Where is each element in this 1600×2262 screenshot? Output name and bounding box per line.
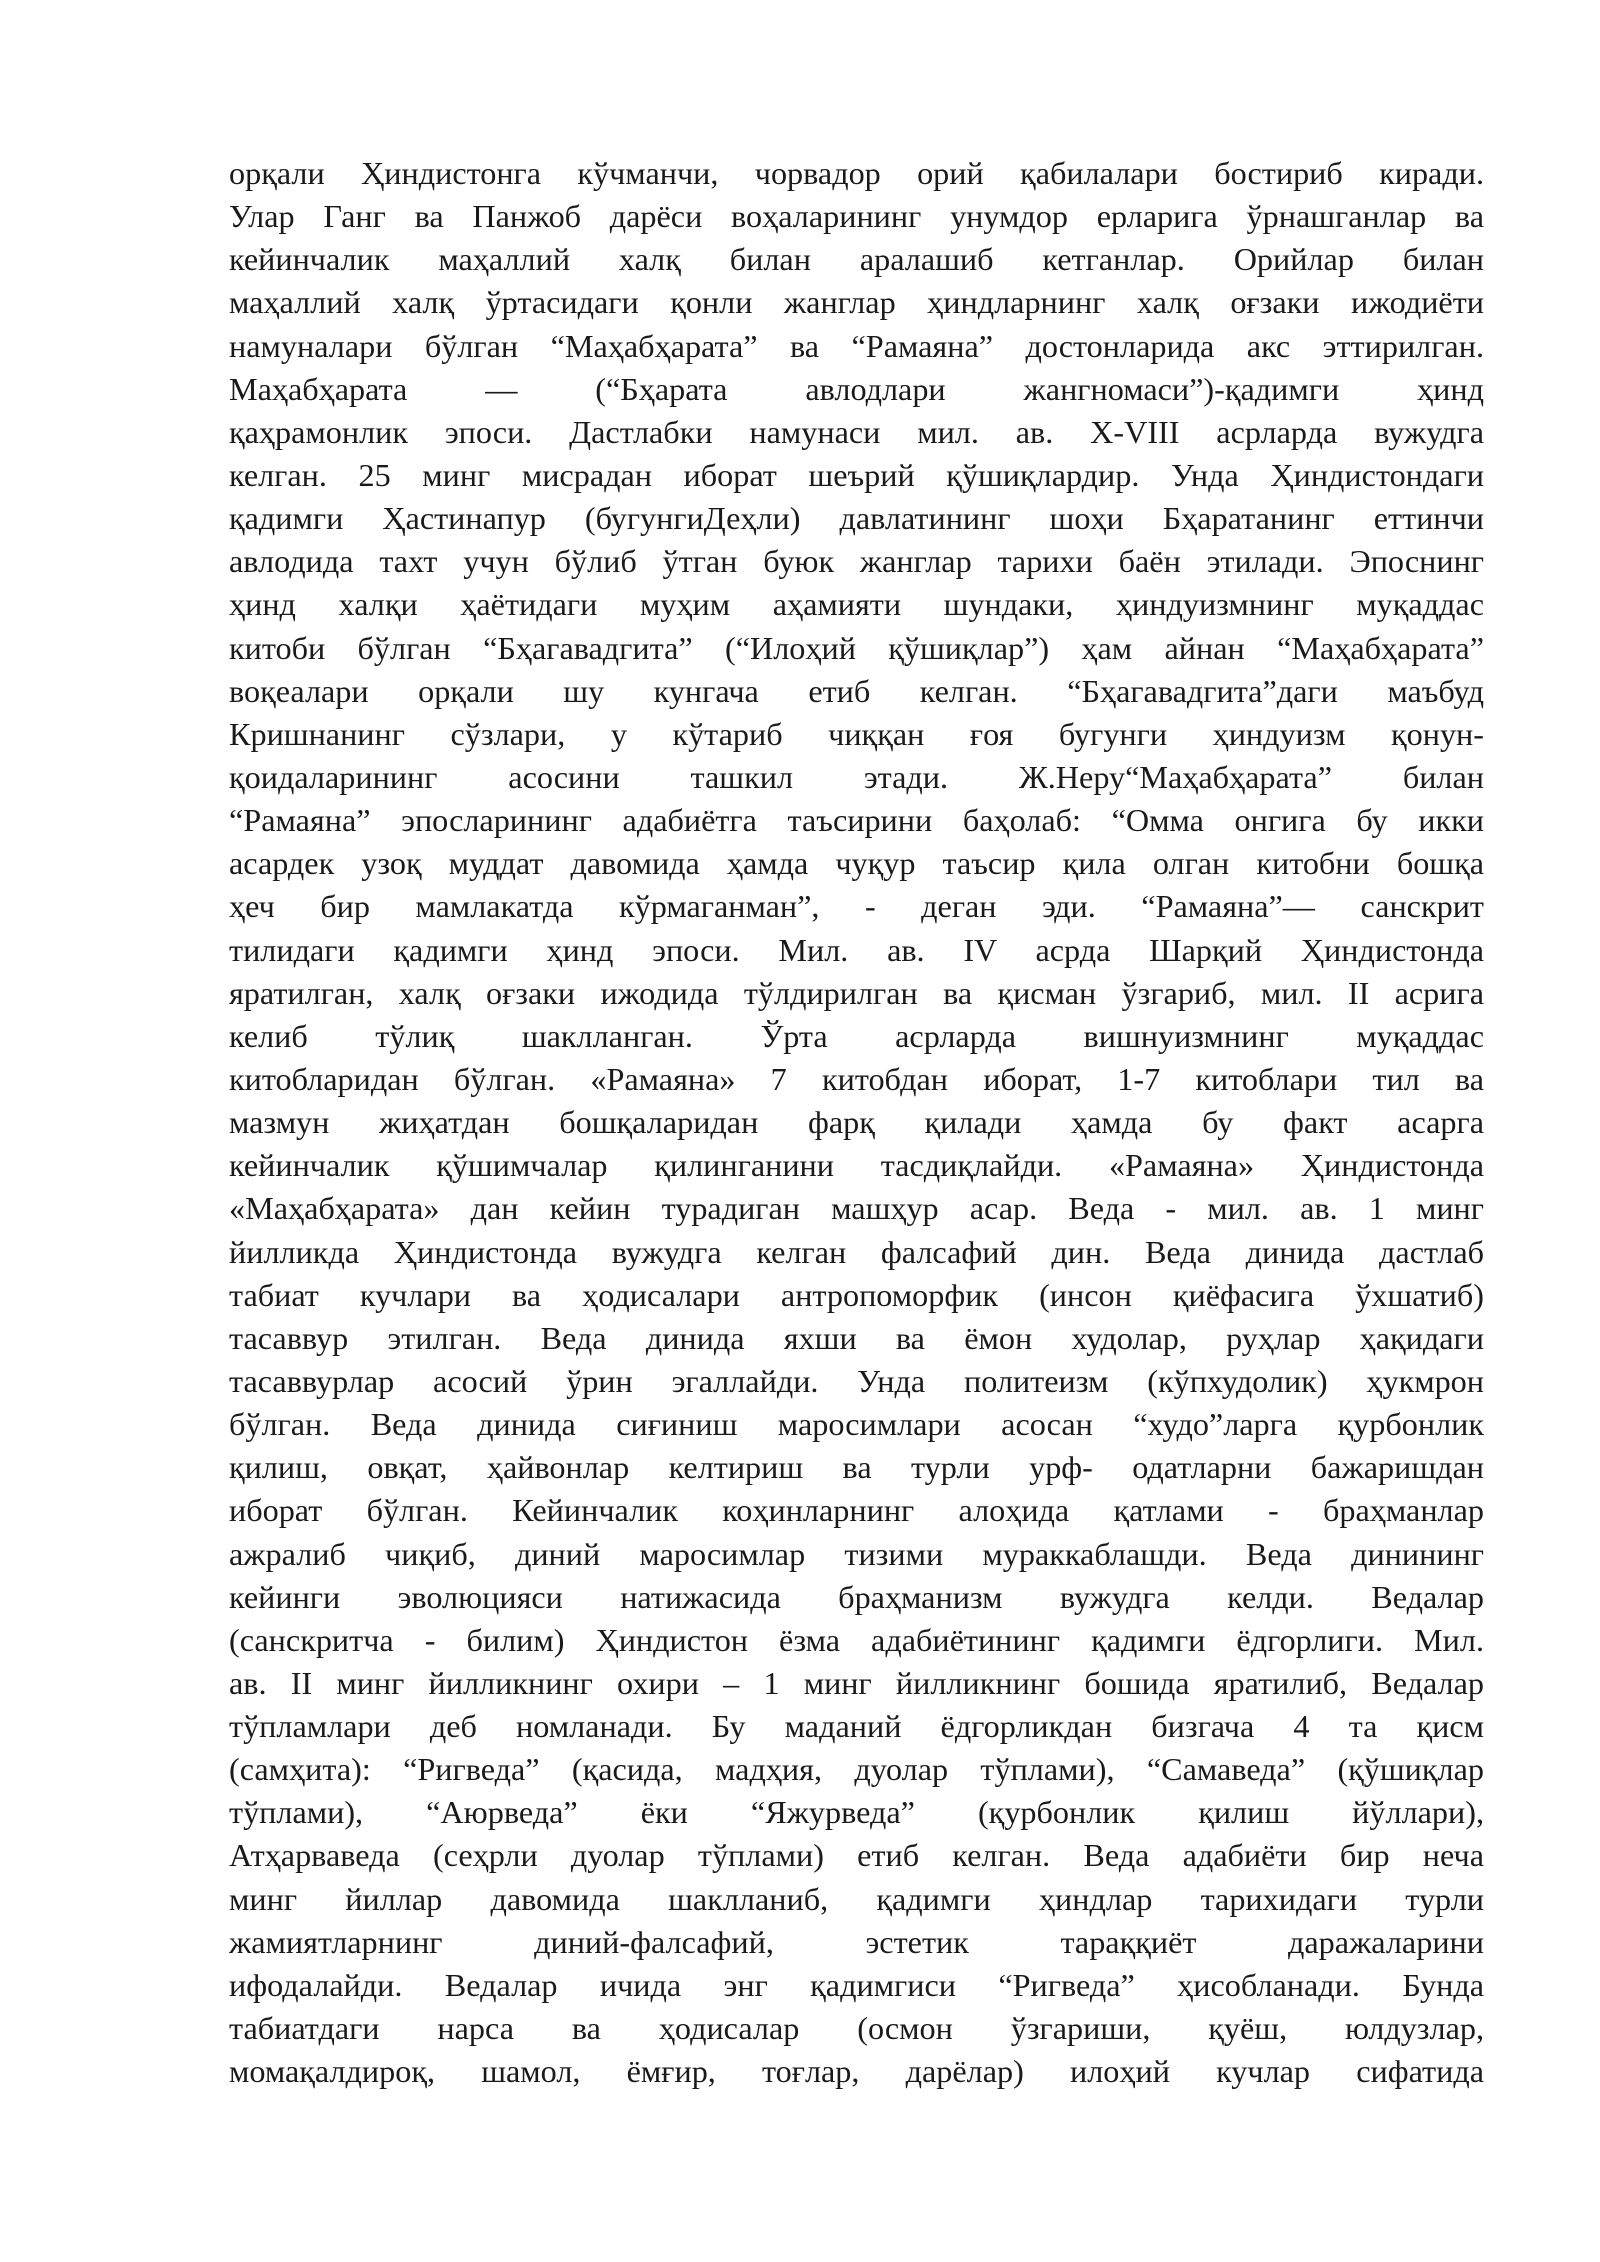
text-line: орқали Ҳиндистонга кўчманчи, чорвадор орий қабилалари бостириб киради. (229, 155, 1484, 191)
text-line: асардек узоқ муддат давомида ҳамда чуқур таъсир қила олган китобни бошқа (229, 845, 1484, 882)
text-line: қоидаларининг асосини ташкил этади. Ж.Неру“Маҳабҳарата” билан (229, 758, 1484, 795)
text-line: тўплами), “Аюрведа” ёки “Яжурведа” (қурбонлик қилиш йўллари), (229, 1794, 1484, 1831)
text-line: кейинги эволюцияси натижасида браҳманизм вужудга келди. Ведалар (229, 1578, 1484, 1615)
text-line: (санскритча - билим) Ҳиндистон ёзма адабиётининг қадимги ёдгорлиги. Мил. (229, 1621, 1484, 1658)
text-line: келиб тўлиқ шаклланган. Ўрта асрларда вишнуизмнинг муқаддас (229, 1017, 1484, 1054)
text-line: воқеалари орқали шу кунгача етиб келган. “Бҳагавадгита”даги маъбуд (229, 672, 1484, 709)
text-line: келган. 25 минг мисрадан иборат шеърий қўшиқлардир. Унда Ҳиндистондаги (229, 456, 1484, 493)
text-line: “Рамаяна” эпосларининг адабиётга таъсирини баҳолаб: “Омма онгига бу икки (229, 802, 1484, 839)
text-line: Маҳабҳарата — (“Бҳарата авлодлари жангномаси”)-қадимги ҳинд (229, 370, 1484, 407)
text-line: Атҳарваведа (сеҳрли дуолар тўплами) етиб келган. Веда адабиёти бир неча (229, 1837, 1484, 1874)
text-line: қаҳрамонлик эпоси. Дастлабки намунаси мил. ав. X-VIII асрларда вужудга (229, 413, 1484, 450)
text-line: ифодалайди. Ведалар ичида энг қадимгиси “Ригведа” ҳисобланади. Бунда (229, 1966, 1484, 2003)
text-line: тўпламлари деб номланади. Бу маданий ёдгорликдан бизгача 4 та қисм (229, 1708, 1484, 1745)
body-text (229, 152, 1484, 2093)
text-line: қилиш, овқат, ҳайвонлар келтириш ва турли урф- одатларни бажаришдан (229, 1449, 1484, 1486)
text-line: қадимги Ҳастинапур (бугунгиДеҳли) давлатининг шоҳи Бҳаратанинг еттинчи (229, 500, 1484, 537)
text-line: табиат кучлари ва ҳодисалари антропоморфик (инсон қиёфасига ўхшатиб) (229, 1276, 1484, 1313)
text-line: китобларидан бўлган. «Рамаяна» 7 китобдан иборат, 1-7 китоблари тил ва (229, 1060, 1484, 1097)
text-line: табиатдаги нарса ва ҳодисалар (осмон ўзгариши, қуёш, юлдузлар, (229, 2010, 1484, 2047)
text-line: бўлган. Веда динида сиғиниш маросимлари асосан “худо”ларга қурбонлик (229, 1406, 1484, 1443)
text-line: тасаввур этилган. Веда динида яхши ва ёмон худолар, руҳлар ҳақидаги (229, 1319, 1484, 1356)
text-line: кейинчалик маҳаллий халқ билан аралашиб кетганлар. Орийлар билан (229, 241, 1484, 278)
text-line: Кришнанинг сўзлари, у кўтариб чиққан ғоя бугунги ҳиндуизм қонун- (229, 715, 1484, 752)
text-line: ажралиб чиқиб, диний маросимлар тизими мураккаблашди. Веда динининг (229, 1535, 1484, 1572)
text-line: минг йиллар давомида шаклланиб, қадимги ҳиндлар тарихидаги турли (229, 1880, 1484, 1917)
text-line: (самҳита): “Ригведа” (қасида, мадҳия, дуолар тўплами), “Самаведа” (қўшиқлар (229, 1751, 1484, 1788)
text-line: яратилган, халқ оғзаки ижодида тўлдирилган ва қисман ўзгариб, мил. II асрига (229, 974, 1484, 1011)
text-line: иборат бўлган. Кейинчалик коҳинларнинг алоҳида қатлами - браҳманлар (229, 1492, 1484, 1529)
text-line: маҳаллий халқ ўртасидаги қонли жанглар ҳиндларнинг халқ оғзаки ижодиёти (229, 284, 1484, 321)
text-line: кейинчалик қўшимчалар қилинганини тасдиқлайди. «Рамаяна» Ҳиндистонда (229, 1147, 1484, 1184)
text-line: ҳинд халқи ҳаётидаги муҳим аҳамияти шундаки, ҳиндуизмнинг муқаддас (229, 586, 1484, 623)
text-line: ҳеч бир мамлакатда кўрмаганман”, - деган эди. “Рамаяна”— санскрит (229, 888, 1484, 925)
text-line: жамиятларнинг диний-фалсафий, эстетик тараққиёт даражаларини (229, 1923, 1484, 1960)
text-line: авлодида тахт учун бўлиб ўтган буюк жанглар тарихи баён этилади. Эпоснинг (229, 543, 1484, 580)
text-line: тилидаги қадимги ҳинд эпоси. Мил. ав. IV асрда Шарқий Ҳиндистонда (229, 931, 1484, 968)
text-line: намуналари бўлган “Маҳабҳарата” ва “Рамаяна” достонларида акс эттирилган. (229, 327, 1484, 364)
text-line: ав. II минг йилликнинг охири – 1 минг йилликнинг бошида яратилиб, Ведалар (229, 1664, 1484, 1701)
text-line: «Маҳабҳарата» дан кейин турадиган машҳур асар. Веда - мил. ав. 1 минг (229, 1190, 1484, 1227)
text-line: момақалдироқ, шамол, ёмғир, тоғлар, дарёлар) илоҳий кучлар сифатида (229, 2053, 1484, 2090)
text-line: тасаввурлар асосий ўрин эгаллайди. Унда политеизм (кўпхудолик) ҳукмрон (229, 1362, 1484, 1399)
text-line: китоби бўлган “Бҳагавадгита” (“Илоҳий қўшиқлар”) ҳам айнан “Маҳабҳарата” (229, 629, 1484, 666)
text-line: йилликда Ҳиндистонда вужудга келган фалсафий дин. Веда динида дастлаб (229, 1233, 1484, 1270)
text-line: мазмун жиҳатдан бошқаларидан фарқ қилади ҳамда бу факт асарга (229, 1104, 1484, 1141)
text-line: Улар Ганг ва Панжоб дарёси воҳаларининг унумдор ерларига ўрнашганлар ва (229, 198, 1484, 235)
